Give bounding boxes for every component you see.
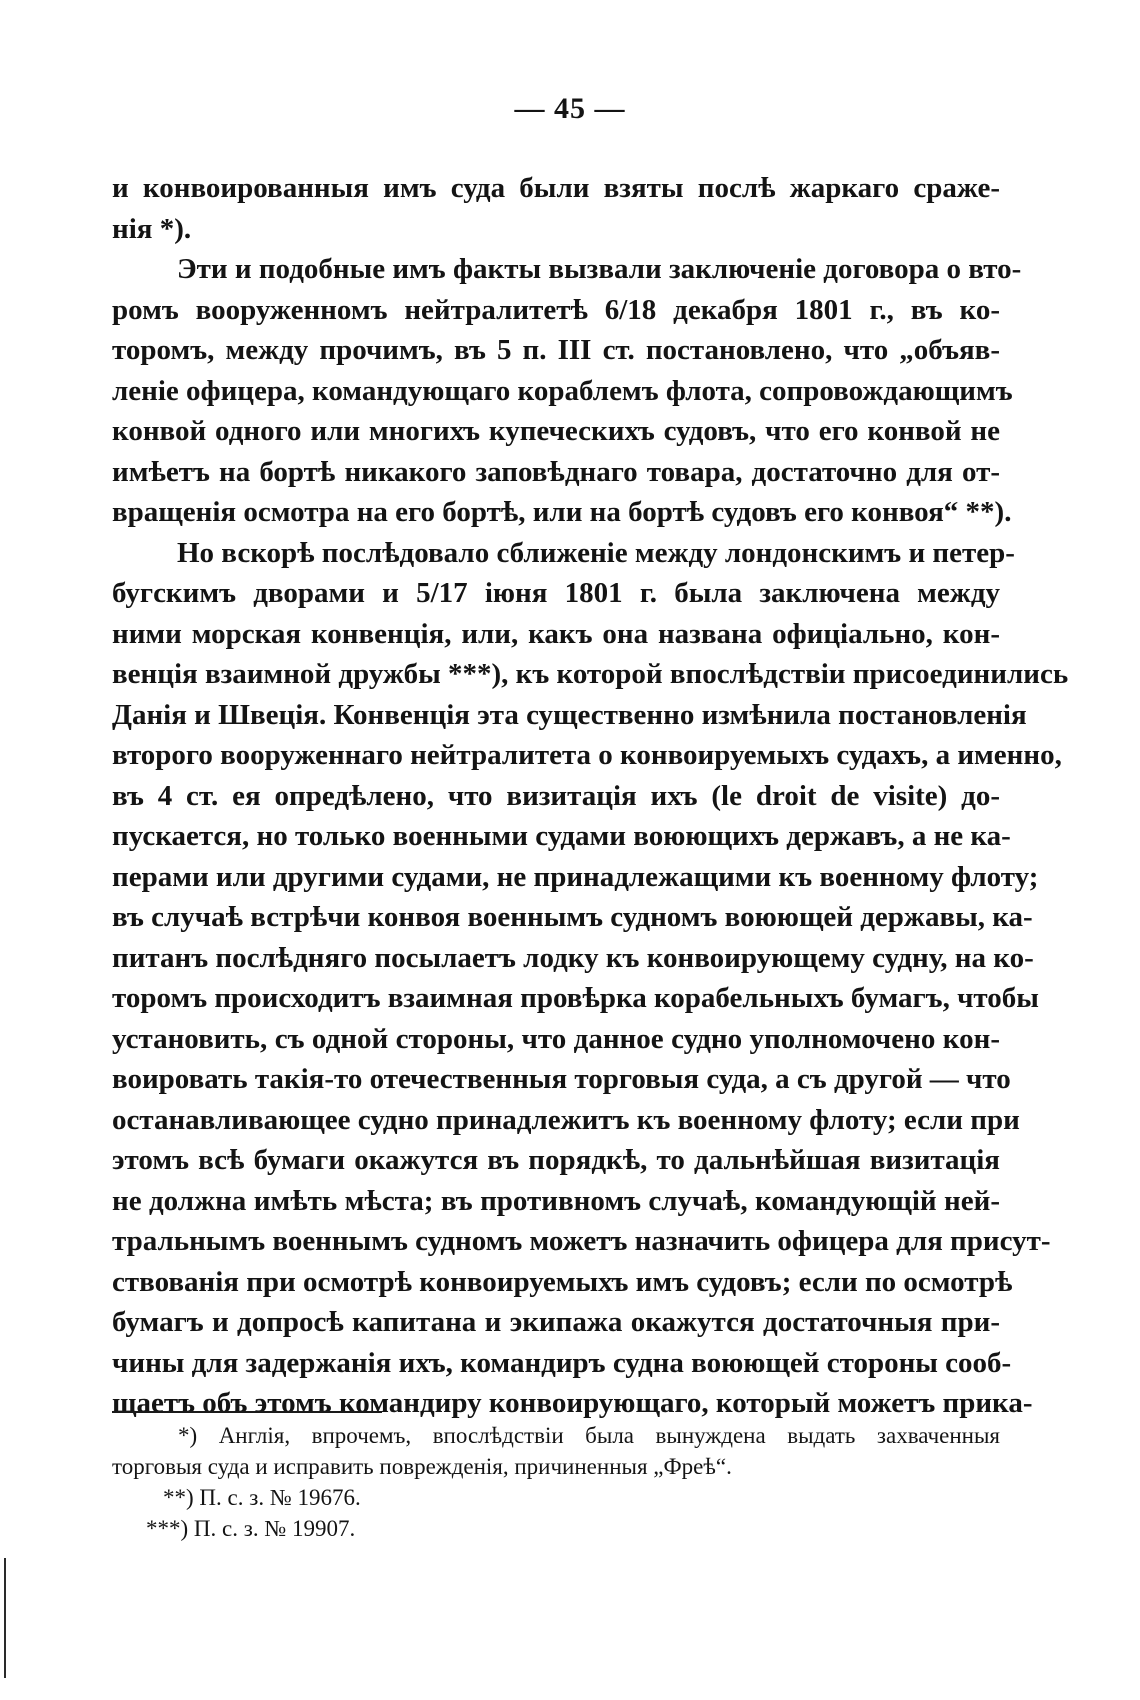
text-line: торомъ, между прочимъ, въ 5 п. III ст. постановлено, что „объяв- <box>112 334 1000 366</box>
text-line: ствованія при осмотрѣ конвоируемыхъ имъ судовъ; если по осмотрѣ <box>112 1265 1013 1298</box>
text-line: ромъ вооруженномъ нейтралитетѣ 6/18 декабря 1801 г., въ ко- <box>112 293 1000 326</box>
text-line: ними морская конвенція, или, какъ она названа офиціально, кон- <box>112 617 1000 650</box>
text-line: въ случаѣ встрѣчи конвоя военнымъ судномъ воюющей державы, ка- <box>112 901 1033 933</box>
text-line: питанъ послѣдняго посылаетъ лодку къ конвоирующему судну, на ко- <box>112 941 1034 974</box>
page-number: — 45 — <box>514 92 626 125</box>
text-line: вращенія осмотра на его бортѣ, или на бортѣ судовъ его конвоя“ **). <box>112 496 1012 528</box>
footnotes <box>112 1420 1000 1544</box>
footnote: **) П. с. з. № 19676. <box>163 1485 361 1510</box>
text-line: щаетъ объ этомъ командиру конвоирующаго, который можетъ прика- <box>112 1387 1033 1419</box>
text-line: этомъ всѣ бумаги окажутся въ порядкѣ, то дальнѣйшая визитація <box>112 1144 1000 1176</box>
text-line: имѣетъ на бортѣ никакого заповѣднаго товара, достаточно для от- <box>112 455 1000 488</box>
text-line: перами или другими судами, не принадлежащими къ военному флоту; <box>112 860 1039 893</box>
margin-mark <box>4 1558 6 1678</box>
text-line: венція взаимной дружбы ***), къ которой впослѣдствіи присоединились <box>112 658 1069 690</box>
footnote: ***) П. с. з. № 19907. <box>146 1516 356 1541</box>
text-line: чины для задержанія ихъ, командиръ судна воюющей стороны сооб- <box>112 1346 1012 1379</box>
footnote-separator <box>112 1411 382 1413</box>
text-line: конвой одного или многихъ купеческихъ судовъ, что его конвой не <box>112 415 1000 447</box>
text-line: воировать такія-то отечественныя торговыя суда, а съ другой — что <box>112 1063 1011 1095</box>
text-line: второго вооруженнаго нейтралитета о конвоируемыхъ судахъ, а именно, <box>112 739 1062 771</box>
footnote-continuation: торговыя суда и исправить поврежденія, причиненныя „Фреѣ“. <box>112 1454 732 1479</box>
text-line: въ 4 ст. ея опредѣлено, что визитація ихъ (le droit de visite) до- <box>112 779 1000 812</box>
text-line: бугскимъ дворами и 5/17 іюня 1801 г. была заключена между <box>112 577 1000 609</box>
text-line: тральнымъ военнымъ судномъ можетъ назначить офицера для присут- <box>112 1225 1051 1257</box>
text-line: Данія и Швеція. Конвенція эта существенно измѣнила постановленія <box>112 698 1027 731</box>
text-line: Эти и подобные имъ факты вызвали заключеніе договора о вто- <box>177 253 1022 285</box>
text-line: нія *). <box>112 212 192 245</box>
text-line: останавливающее судно принадлежитъ къ военному флоту; если при <box>112 1103 1020 1136</box>
text-line: Но вскорѣ послѣдовало сближеніе между лондонскимъ и петер- <box>177 536 1015 569</box>
text-line: торомъ происходитъ взаимная провѣрка корабельныхъ бумагъ, чтобы <box>112 982 1039 1014</box>
footnote: *) Англія, впрочемъ, впослѣдствіи была вынуждена выдать захваченныя <box>178 1423 1000 1448</box>
text-line: установить, съ одной стороны, что данное судно уполномочено кон- <box>112 1022 1000 1055</box>
text-line: леніе офицера, командующаго кораблемъ флота, сопровождающимъ <box>112 374 1013 407</box>
text-line: пускается, но только военными судами воюющихъ державъ, а не ка- <box>112 820 1011 852</box>
text-line: не должна имѣть мѣста; въ противномъ случаѣ, командующій ней- <box>112 1184 1000 1217</box>
text-line: и конвоированныя имъ суда были взяты послѣ жаркаго сраже- <box>112 172 1000 204</box>
body-text <box>112 168 1069 1424</box>
text-line: бумагъ и допросѣ капитана и экипажа окажутся достаточныя при- <box>112 1306 1000 1338</box>
